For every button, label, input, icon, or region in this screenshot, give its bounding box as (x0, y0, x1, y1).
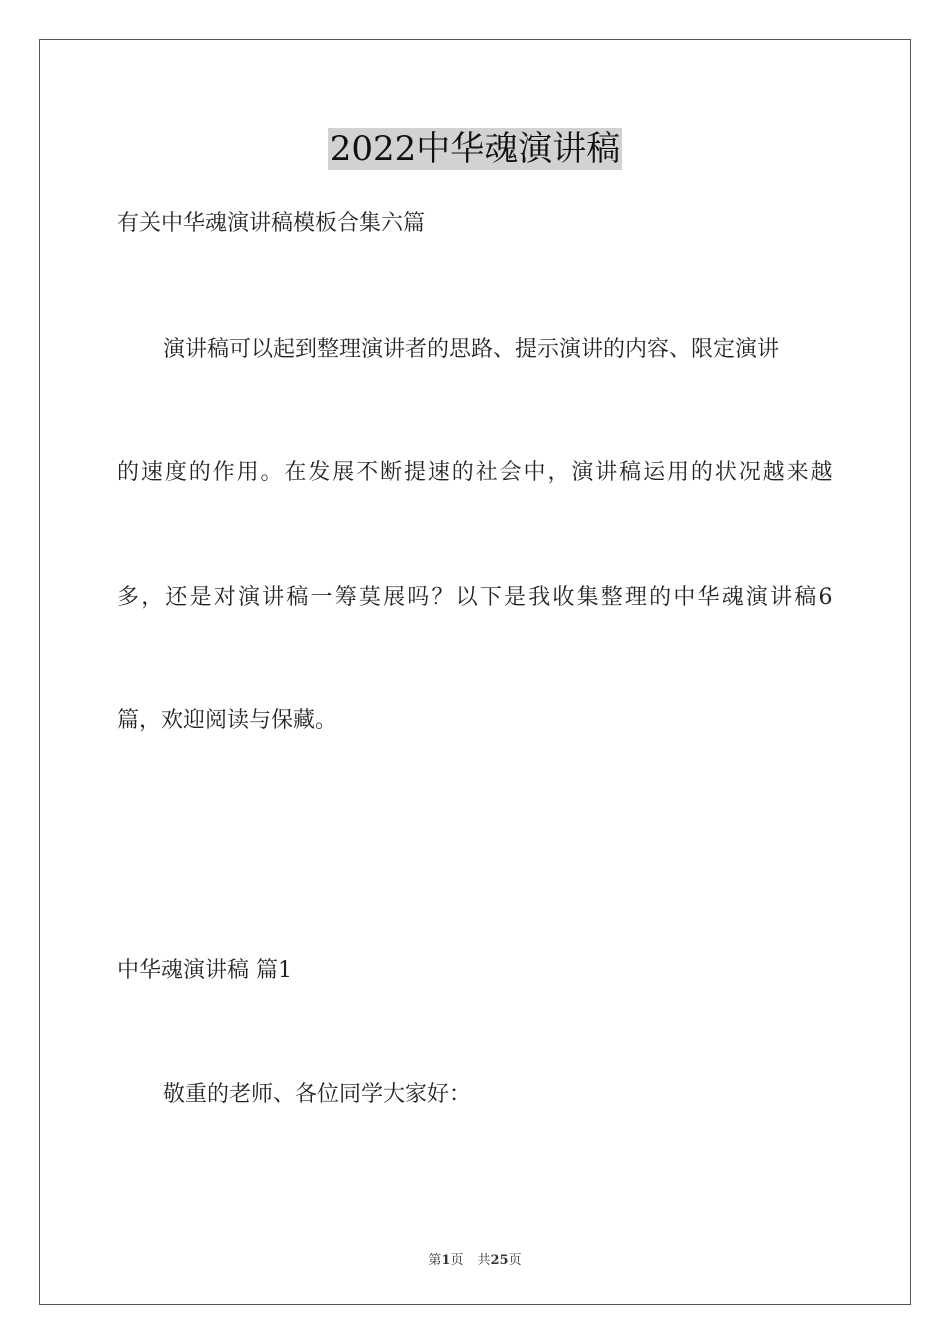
total-prefix: 共 (477, 1253, 491, 1268)
section-heading: 中华魂演讲稿 篇1 (117, 958, 292, 983)
document-subtitle: 有关中华魂演讲稿模板合集六篇 (117, 211, 426, 236)
total-suffix: 页 (508, 1253, 522, 1268)
intro-line-4: 篇，欢迎阅读与保藏。 (117, 708, 338, 733)
page-prefix: 第 (428, 1253, 442, 1268)
intro-line-3: 多，还是对演讲稿一筹莫展吗？以下是我收集整理的中华魂演讲稿6 (117, 585, 833, 610)
document-title: 2022中华魂演讲稿 (329, 129, 621, 169)
total-pages: 25 (490, 1253, 509, 1268)
intro-line-2: 的速度的作用。在发展不断提速的社会中，演讲稿运用的状况越来越 (117, 460, 833, 485)
greeting-text: 敬重的老师、各位同学大家好： (163, 1082, 472, 1107)
title-container (0, 128, 950, 170)
intro-line-1: 演讲稿可以起到整理演讲者的思路、提示演讲的内容、限定演讲 (163, 337, 780, 362)
page-number: 1 (441, 1253, 451, 1268)
page-footer (0, 1249, 950, 1268)
page-suffix: 页 (450, 1253, 464, 1268)
